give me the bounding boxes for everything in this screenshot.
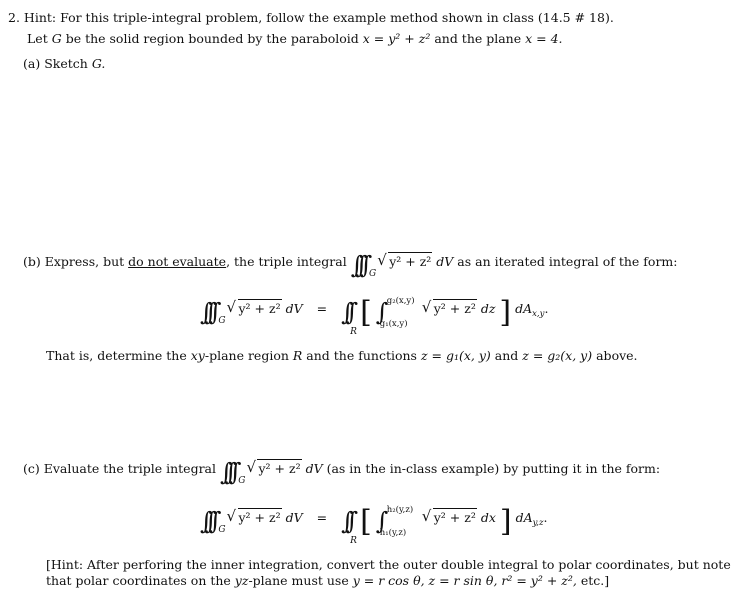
hint-text: [Hint: After perforing the inner integration, convert the outer double integral to polar coordinates, but note (46, 557, 731, 572)
sqrt-integrand (423, 301, 477, 316)
expl-plane: xy (190, 348, 205, 363)
part-a (23, 56, 105, 71)
part-b-text-2: , the triple integral (226, 254, 347, 269)
part-a-text: Sketch (44, 56, 88, 71)
double-integral-sign: ∫∫ R (341, 507, 357, 546)
part-c-hint-line-2 (46, 573, 609, 588)
expl-text-5: above. (596, 348, 638, 363)
plane-equation: x = 4. (525, 31, 563, 46)
outer-differential: dA (515, 301, 533, 316)
setup-var-g: G (51, 31, 62, 46)
outer-subscript: x,y (532, 309, 545, 319)
lower-limit: g₁(x,y) (379, 318, 408, 329)
integrand: y² + z² (258, 461, 301, 476)
integrand: y² + z² (433, 301, 476, 316)
region-r: R (350, 327, 357, 337)
paraboloid-equation: x = y² + z² (362, 31, 431, 46)
sqrt-integrand (247, 461, 301, 476)
integral-domain: G (238, 476, 246, 486)
outer-subscript: y,z (532, 518, 544, 528)
lower-limit: h₁(y,z) (379, 527, 407, 538)
left-bracket: [ (360, 295, 372, 330)
expl-text: That is, determine the (46, 348, 187, 363)
upper-limit: h₂(y,z) (386, 505, 414, 515)
dv: dV (436, 254, 454, 269)
integral-domain: G (369, 269, 377, 279)
integral-domain: G (218, 316, 226, 326)
inner-integral-sign: ∫ h₂(y,z) h₁(y,z) (375, 505, 414, 538)
equals-sign: = (316, 510, 328, 525)
part-b-underlined: do not evaluate (128, 254, 227, 269)
part-c-text: Evaluate the triple integral (43, 461, 216, 476)
dv: dV (285, 301, 303, 316)
dv: dV (305, 461, 323, 476)
setup-text: Let (27, 31, 48, 46)
right-bracket: ] (499, 295, 512, 330)
triple-integral-sign: ∫∫∫ G (200, 298, 226, 326)
integrand: y² + z² (433, 510, 476, 525)
part-c-statement (23, 460, 660, 484)
expl-function-2: z = g₂(x, y) (522, 348, 593, 363)
hint-plane: yz (234, 573, 249, 588)
sqrt-integrand (378, 254, 432, 269)
problem-number: 2. (8, 10, 20, 25)
part-c-text-2: (as in the in-class example) by putting it in the form: (326, 461, 661, 476)
integrand: y² + z² (238, 510, 281, 525)
setup-text-2: be the solid region bounded by the paraboloid (65, 31, 359, 46)
part-b-text: Express, but (44, 254, 125, 269)
expl-region: R (292, 348, 303, 363)
hint-text-4: etc.] (580, 573, 610, 588)
left-bracket: [ (360, 504, 372, 539)
triple-integral-sign: ∫∫∫ G (350, 251, 377, 279)
upper-limit: g₂(x,y) (386, 296, 415, 306)
setup-text-3: and the plane (434, 31, 522, 46)
integrand: y² + z² (389, 254, 432, 269)
integrand: y² + z² (238, 301, 281, 316)
expl-text-4: and (494, 348, 519, 363)
part-b-text-3: as an iterated integral of the form: (457, 254, 678, 269)
right-bracket: ] (499, 504, 512, 539)
hint-text-2: that polar coordinates on the (46, 573, 231, 588)
inner-differential: dz (480, 301, 496, 316)
part-b-equation: ∫∫∫ G √ y² + z² dV = ∫∫ R [ ∫ g₂(x,y) g₁(x,y) √ y² + z² dz ] $dA_{x,y}$. (200, 298, 548, 328)
hint-text-3: -plane must use (248, 573, 349, 588)
problem-hint: Hint: For this triple-integral problem, follow the example method shown in class (14.5 # 18). (23, 10, 614, 25)
problem-hint-line (8, 10, 614, 25)
part-c-equation: ∫∫∫ G √ y² + z² dV = ∫∫ R [ ∫ h₂(y,z) h₁(y,z) √ y² + z² dx ] $dA_{y,z}$. (200, 507, 547, 537)
sqrt-integrand (423, 510, 477, 525)
integral-domain: G (218, 525, 226, 535)
region-r: R (350, 536, 357, 546)
part-c-hint-line-1 (46, 557, 731, 572)
triple-integral-sign: ∫∫∫ G (200, 507, 226, 535)
inner-integral-sign: ∫ g₂(x,y) g₁(x,y) (375, 296, 415, 329)
equals-sign: = (316, 301, 328, 316)
expl-text-2: -plane region (204, 348, 289, 363)
inner-differential: dx (480, 510, 496, 525)
sqrt-integrand (228, 510, 282, 525)
double-integral-sign: ∫∫ R (341, 298, 357, 337)
expl-function-1: z = g₁(x, y) (420, 348, 491, 363)
part-a-label: (a) (23, 56, 41, 71)
part-b-label: (b) (23, 254, 41, 269)
triple-integral-sign: ∫∫∫ G (219, 458, 246, 486)
hint-equations: y = r cos θ, z = r sin θ, r² = y² + z², (352, 573, 577, 588)
part-a-var: G. (91, 56, 106, 71)
expl-text-3: and the functions (306, 348, 417, 363)
problem-setup-line (27, 31, 563, 46)
outer-differential: dA (515, 510, 533, 525)
dv: dV (285, 510, 303, 525)
part-b-explanation (46, 348, 638, 363)
sqrt-integrand (228, 301, 282, 316)
part-c-label: (c) (23, 461, 40, 476)
part-b-statement (23, 253, 678, 277)
